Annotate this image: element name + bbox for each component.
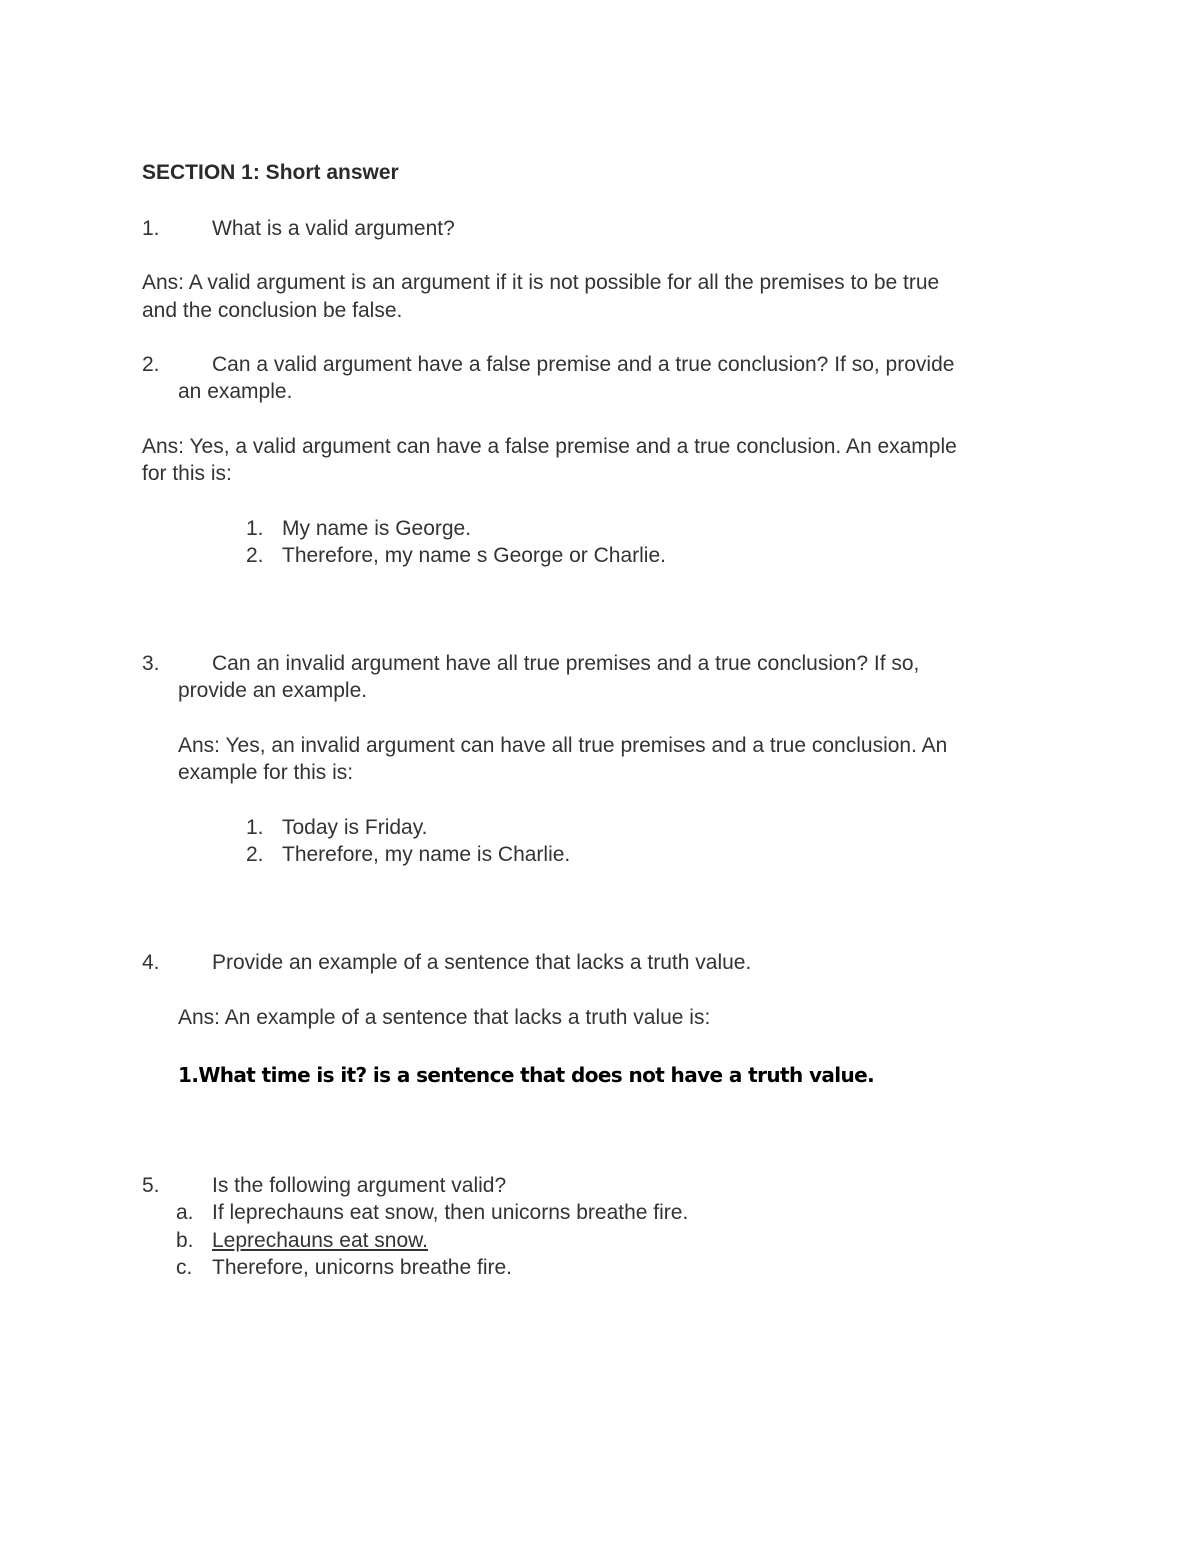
answer-4-example: 1.What time is it? is a sentence that does not have a truth value. bbox=[178, 1063, 875, 1087]
answer-2-line-2: for this is: bbox=[142, 462, 232, 485]
question-4-number: 4. bbox=[142, 951, 160, 974]
question-2-text-line-2: an example. bbox=[178, 380, 293, 403]
answer-4-text: Ans: An example of a sentence that lacks a truth value is: bbox=[178, 1006, 711, 1029]
question-5-item-b-text: Leprechauns eat snow. bbox=[212, 1229, 428, 1252]
question-5-item-b-letter: b. bbox=[176, 1229, 194, 1252]
question-2-number: 2. bbox=[142, 353, 160, 376]
example-3-item-1-number: 1. bbox=[246, 816, 264, 839]
example-3-item-2-number: 2. bbox=[246, 843, 264, 866]
answer-1-line-2: and the conclusion be false. bbox=[142, 299, 403, 322]
answer-3-line-1: Ans: Yes, an invalid argument can have all true premises and a true conclusion. An bbox=[178, 734, 948, 757]
example-2-item-1-text: My name is George. bbox=[282, 517, 472, 540]
question-3-number: 3. bbox=[142, 652, 160, 675]
question-5-text: Is the following argument valid? bbox=[212, 1174, 507, 1197]
example-2-item-2-text: Therefore, my name s George or Charlie. bbox=[282, 544, 666, 567]
answer-3-line-2: example for this is: bbox=[178, 761, 354, 784]
question-5-number: 5. bbox=[142, 1174, 160, 1197]
answer-1-line-1: Ans: A valid argument is an argument if it is not possible for all the premises to be true bbox=[142, 271, 940, 294]
question-2-text-line-1: Can a valid argument have a false premise and a true conclusion? If so, provide bbox=[212, 353, 955, 376]
question-3-text-line-1: Can an invalid argument have all true premises and a true conclusion? If so, bbox=[212, 652, 920, 675]
question-5-item-c-letter: c. bbox=[176, 1256, 193, 1279]
question-1-number: 1. bbox=[142, 217, 160, 240]
question-5-item-a-text: If leprechauns eat snow, then unicorns breathe fire. bbox=[212, 1201, 689, 1224]
example-3-item-1-text: Today is Friday. bbox=[282, 816, 428, 839]
question-1-text: What is a valid argument? bbox=[212, 217, 455, 240]
question-5-item-a-letter: a. bbox=[176, 1201, 194, 1224]
question-5-item-c-text: Therefore, unicorns breathe fire. bbox=[212, 1256, 512, 1279]
question-4-text: Provide an example of a sentence that lacks a truth value. bbox=[212, 951, 752, 974]
section-title: SECTION 1: Short answer bbox=[142, 161, 399, 184]
example-3-item-2-text: Therefore, my name is Charlie. bbox=[282, 843, 571, 866]
answer-2-line-1: Ans: Yes, a valid argument can have a false premise and a true conclusion. An example bbox=[142, 435, 957, 458]
example-2-item-1-number: 1. bbox=[246, 517, 264, 540]
example-2-item-2-number: 2. bbox=[246, 544, 264, 567]
question-3-text-line-2: provide an example. bbox=[178, 679, 368, 702]
